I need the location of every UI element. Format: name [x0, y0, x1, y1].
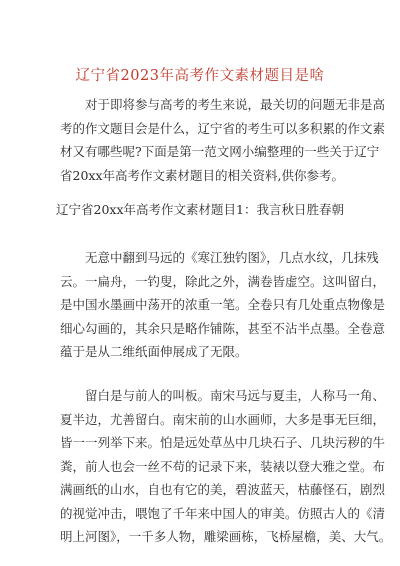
intro-line: 对于即将参与高考的考生来说，最关切的问题无非是高 [85, 97, 386, 112]
body-paragraph-2 [60, 384, 392, 549]
section-subheading: 辽宁省20xx年高考作文素材题目1：我言秋日胜春朝 [56, 202, 344, 217]
intro-line: 考的作文题目会是什么，辽宁省的考生可以多积累的作文素 [60, 120, 386, 136]
body-line: 留白是与前人的叫板。南宋马远与夏圭，人称马一角、 [85, 388, 386, 403]
body-line: 无意中翻到马远的《寒江独钓图》，几点水纹，几抹残 [85, 250, 379, 265]
body-paragraph-1 [60, 246, 386, 364]
body-line: 云。一扁舟，一钓叟，除此之外，满卷皆虚空。这叫留白， [60, 273, 386, 289]
body-line: 明上河图》，一千多人物，雕梁画栋，飞桥屋檐，美、大气。 [60, 529, 392, 544]
intro-line: 省20xx年高考作文素材题目的相关资料,供你参考。 [60, 167, 344, 183]
body-line: 蕴于是从二维纸面伸展成了无限。 [60, 344, 248, 359]
body-line: 皆一一列举下来。怕是远处草丛中几块石子、几块污秽的牛 [60, 435, 386, 450]
document-title: 辽宁省2023年高考作文素材题目是啥 [75, 68, 325, 84]
body-line: 的视觉冲击，喂饱了千年来中国人的审美。仿照古人的《清 [60, 505, 386, 521]
intro-line: 材又有哪些呢?下面是第一范文网小编整理的一些关于辽宁 [60, 144, 380, 159]
intro-paragraph [60, 93, 386, 187]
body-line: 粪，前人也会一丝不苟的记录下来，装裱以登大雅之堂。布 [60, 458, 386, 474]
body-line: 是中国水墨画中荡开的浓重一笔。全卷只有几处重点物像是 [60, 297, 386, 312]
body-line: 细心勾画的，其余只是略作铺陈，甚至不沾半点墨。全卷意 [60, 320, 386, 336]
body-line: 夏半边，尤善留白。南宋前的山水画师，大多是事无巨细， [60, 411, 386, 427]
body-line: 满画纸的山水，自也有它的美，碧波蓝天，枯藤怪石，剧烈 [60, 482, 386, 497]
